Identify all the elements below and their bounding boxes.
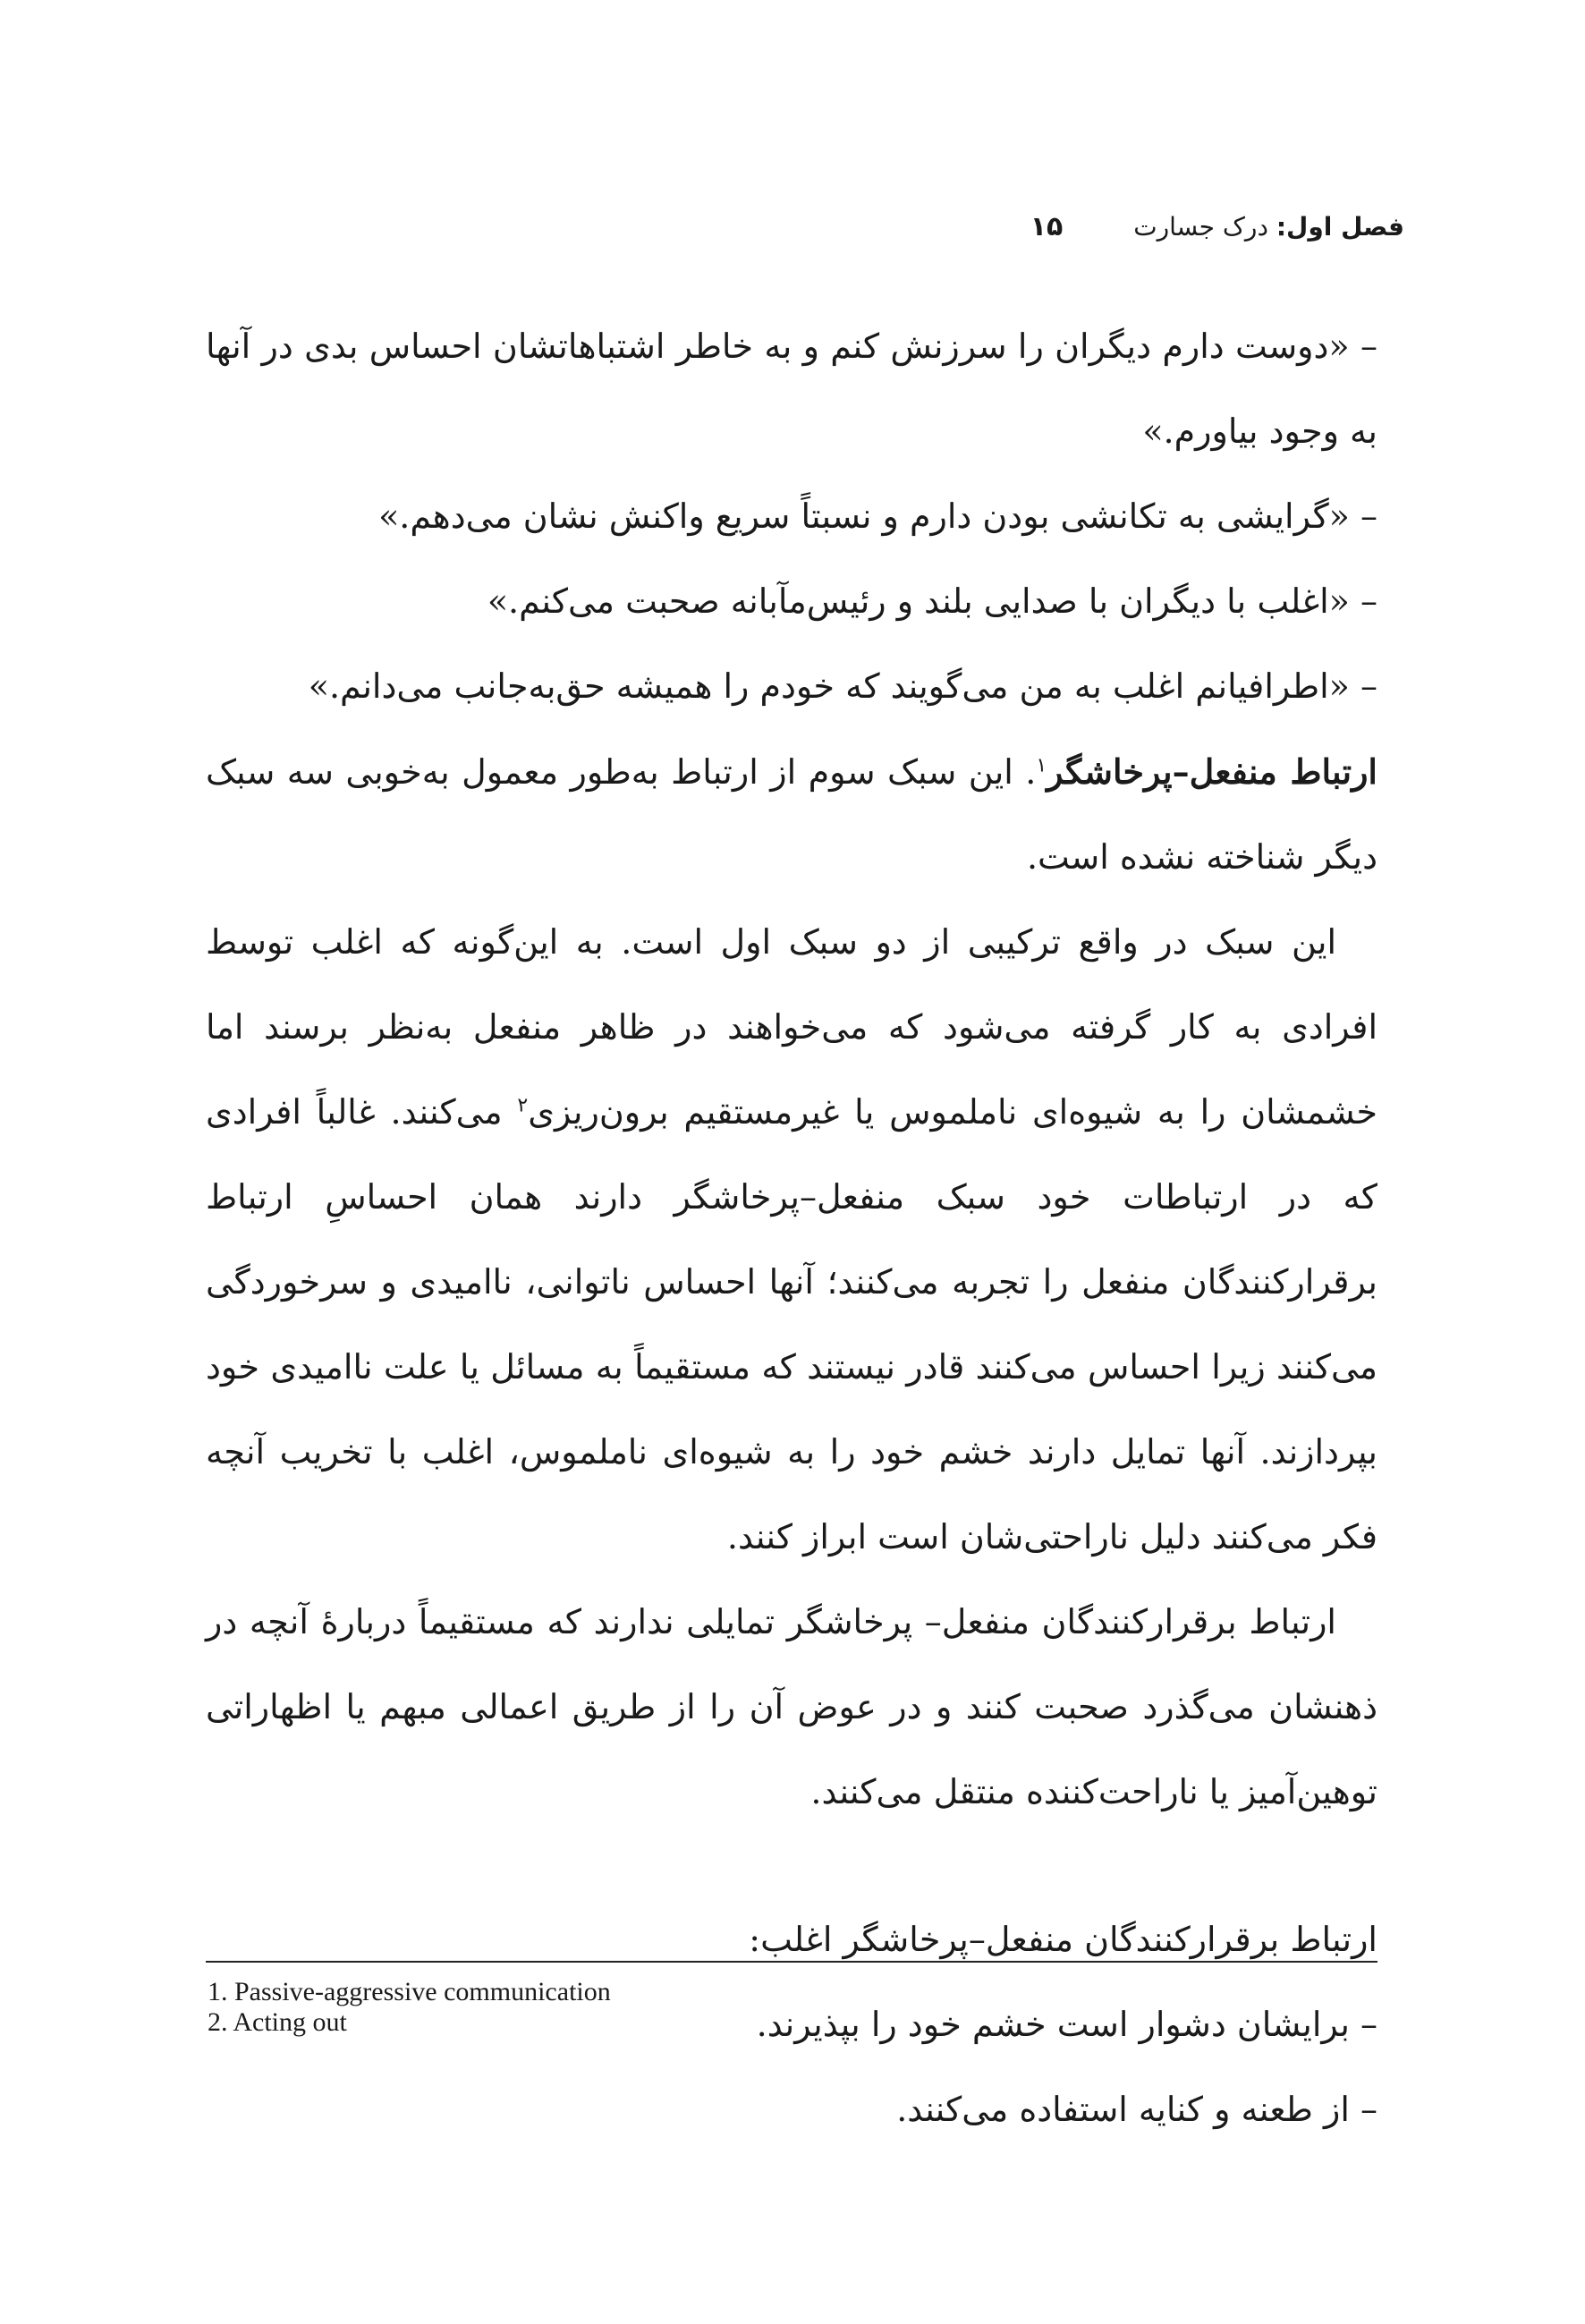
chapter-label: فصل اول: bbox=[1276, 212, 1404, 242]
spacer bbox=[206, 1835, 1377, 1897]
running-header bbox=[206, 211, 1404, 265]
page-body bbox=[206, 304, 1377, 2152]
quote-item: – «اغلب با دیگران با صدایی بلند و رئیس‌مآبانه صحبت می‌کنم.» bbox=[487, 581, 1377, 621]
paragraph bbox=[206, 900, 1377, 1580]
footnote-ref-2: ۲ bbox=[517, 1094, 529, 1117]
list-intro: ارتباط برقرارکنندگان منفعل–پرخاشگر اغلب: bbox=[749, 1920, 1377, 1959]
section-intro bbox=[206, 729, 1377, 900]
quote-item: – «گرایشی به تکانشی بودن دارم و نسبتاً سریع واکنش نشان می‌دهم.» bbox=[378, 496, 1377, 536]
footnote: 2. Acting out bbox=[208, 2007, 347, 2037]
chapter-name: درک جسارت bbox=[1133, 212, 1268, 242]
quote-item: – «اطرافیانم اغلب به من می‌گویند که خودم را همیشه حق‌به‌جانب می‌دانم.» bbox=[308, 666, 1377, 706]
list-item: – از طعنه و کنایه استفاده می‌کنند. bbox=[896, 2090, 1377, 2129]
page-number: ۱۵ bbox=[1030, 211, 1064, 242]
footnote: 1. Passive-aggressive communication bbox=[208, 1977, 611, 2006]
footnote-ref-1: ۱ bbox=[1036, 754, 1047, 777]
list-item: – برایشان دشوار است خشم خود را بپذیرند. bbox=[756, 2005, 1377, 2044]
paragraph-text: این سبک در واقع ترکیبی از دو سبک اول است. به این‌گونه که اغلب توسط افرادی به کار گرفته می‌شود که می‌خواهند در ظاهر منفعل به‌نظر برسند اما خشمشان را به شیوه‌ای ناملموس یا غیرمستقیم برون‌ریزی bbox=[206, 922, 1377, 1132]
section-intro-text: . این سبک سوم از ارتباط به‌طور معمول به‌خوبی سه سبک دیگر شناخته نشده است. bbox=[206, 752, 1377, 877]
footnote-divider bbox=[206, 1961, 1377, 1963]
section-term: ارتباط منفعل–پرخاشگر bbox=[1047, 751, 1377, 792]
paragraph: ارتباط برقرارکنندگان منفعل– پرخاشگر تمایلی ندارند که مستقیماً دربارهٔ آنچه در ذهنشان می‌گذرد صحبت کنند و در عوض آن را از طریق اعمالی مبهم یا اظهاراتی توهین‌آمیز یا ناراحت‌کننده منتقل می‌کنند. bbox=[206, 1602, 1377, 1811]
chapter-title bbox=[1133, 212, 1404, 242]
paragraph-text: می‌کنند. غالباً افرادی که در ارتباطات خود سبک منفعل–پرخاشگر دارند همان احساسِ ارتباط برقرارکنندگان منفعل را تجربه می‌کنند؛ آنها احساس ناتوانی، ناامیدی و سرخوردگی می‌کنند زیرا احساس می‌کنند قادر نیستند که مستقیماً به مسائل یا علت ناامیدی خود بپردازند. آنها تمایل دارند خشم خود را به شیوه‌ای ناملموس، اغلب با تخریب آنچه فکر می‌کنند دلیل ناراحتی‌شان است ابراز کنند. bbox=[206, 1092, 1377, 1556]
quote-item: – «دوست دارم دیگران را سرزنش کنم و به خاطر اشتباهاتشان احساس بدی در آنها به وجود بیاورم.» bbox=[206, 327, 1377, 451]
footnotes bbox=[208, 1977, 1370, 2038]
